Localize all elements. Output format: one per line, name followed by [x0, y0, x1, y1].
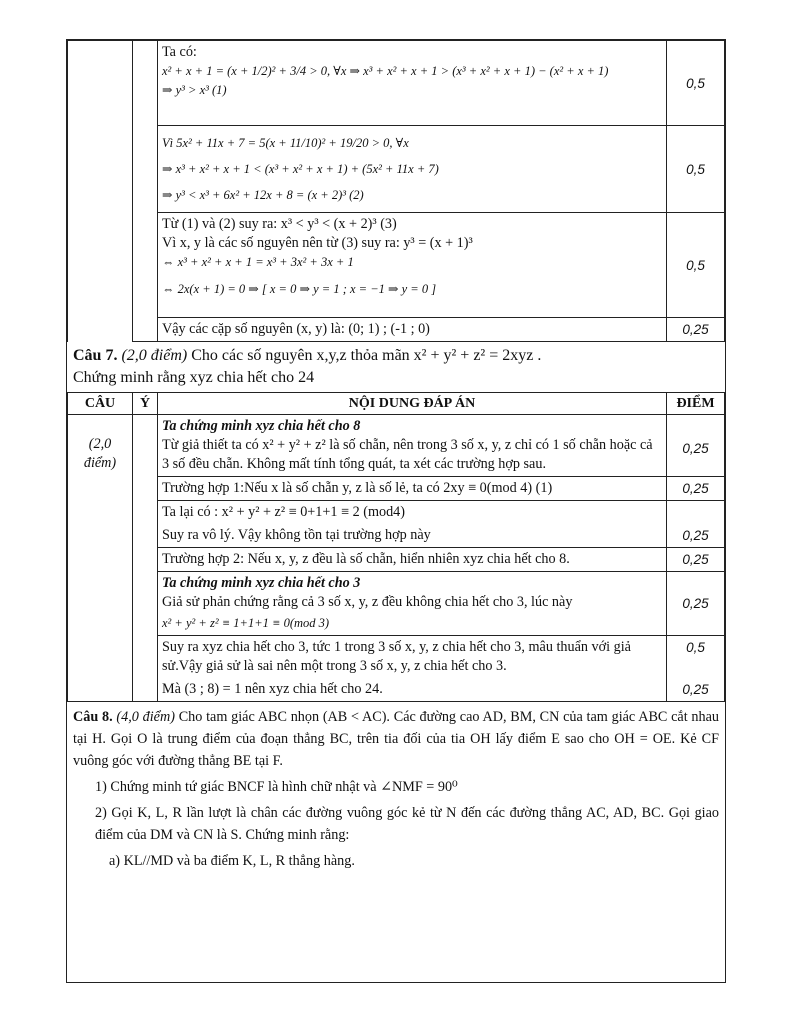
score-cell: 0,25 [667, 318, 725, 342]
text-line: Suy ra xyz chia hết cho 3, tức 1 trong 3 số x, y, z chia hết cho 3, mâu thuẩn với giả sử.Vậy giả sử là sai nên một trong 3 số x, y, z chia hết cho 3. [162, 639, 631, 674]
math-line: x² + x + 1 = (x + 1/2)² + 3/4 > 0, ∀x ⇒ x³ + x² + x + 1 > (x³ + x² + x + 1) − (x² + x + 1) [162, 64, 609, 78]
table-row [68, 501, 725, 548]
cau7-title: Câu 7. [73, 347, 118, 364]
cau7-statement2: Chứng minh rằng xyz chia hết cho 24 [73, 369, 315, 386]
header-content: NỘI DUNG ĐÁP ÁN [158, 393, 667, 415]
score-cell: 0,25 [667, 477, 725, 501]
content-cell [158, 572, 667, 636]
cau8-item2a: a) KL//MD và ba điểm K, L, R thẳng hàng. [109, 853, 355, 869]
table-row [68, 477, 725, 501]
y-cell [133, 415, 158, 702]
content-cell [158, 501, 667, 548]
cau8-title: Câu 8. [73, 709, 113, 725]
cau8-points: (4,0 điểm) [116, 709, 175, 725]
text-line: Trường hợp 2: Nếu x, y, z đều là số chẵn, hiển nhiên xyz chia hết cho 8. [162, 551, 570, 567]
content-cell [158, 678, 667, 702]
table-header-row [68, 393, 725, 415]
cau-points-cell: (2,0 điểm) [68, 415, 133, 702]
score-cell: 0,5 [667, 636, 725, 679]
content-cell [158, 318, 667, 342]
content-cell [158, 41, 667, 126]
content-cell [158, 636, 667, 679]
table-row [68, 678, 725, 702]
table-row [68, 636, 725, 679]
math-line: ⇒ y³ > x³ (1) [162, 83, 227, 97]
cau-cell [68, 41, 133, 342]
header-score: ĐIỂM [667, 393, 725, 415]
math-line: x² + y² + z² ≡ 1+1+1 ≡ 0(mod 3) [162, 616, 330, 630]
score-cell: 0,25 [667, 415, 725, 477]
content-cell [158, 126, 667, 213]
math-line: Vì 5x² + 11x + 7 = 5(x + 11/10)² + 19/20 > 0, ∀x [162, 136, 409, 150]
score-cell: 0,5 [667, 126, 725, 213]
part-top-table [67, 40, 725, 342]
cau7-statement: Cho các số nguyên x,y,z thỏa mãn x² + y² + z² = 2xyz . [191, 347, 542, 364]
cau7-question [67, 342, 725, 393]
score-cell: 0,25 [667, 678, 725, 702]
cau7-points: (2,0 điểm) [121, 347, 188, 364]
text-line: Vì x, y là các số nguyên nên từ (3) suy ra: y³ = (x + 1)³ [162, 235, 473, 251]
content-cell [158, 477, 667, 501]
score-cell: 0,5 [667, 41, 725, 126]
table-row [68, 415, 725, 477]
content-cell [158, 213, 667, 318]
table-row [68, 213, 725, 318]
table-row [68, 41, 725, 126]
text-line: Từ giả thiết ta có x² + y² + z² là số chẵn, nên trong 3 số x, y, z chỉ có 1 số chẵn hoặc cả 3 số đều chẵn. Không mất tính tổng quát, ta xét các trường hợp sau. [162, 437, 653, 472]
text-line: Vậy các cặp số nguyên (x, y) là: (0; 1) ; (-1 ; 0) [162, 321, 430, 337]
math-line: ⇔ 2x(x + 1) = 0 ⇒ [ x = 0 ⇒ y = 1 ; x = −1 ⇒ y = 0 ] [162, 282, 437, 296]
score-cell: 0,5 [667, 213, 725, 318]
text-line: Suy ra vô lý. Vậy không tồn tại trường hợp này [162, 527, 431, 543]
cau8-statement: Cho tam giác ABC nhọn (AB < AC). Các đường cao AD, BM, CN của tam giác ABC cắt nhau tại H. Gọi O là trung điểm của đoạn thẳng BC, trên tia đối của tia OH lấy điểm E sao cho OH = OE. Kẻ CF vuông góc với đường thẳng BE tại F. [73, 709, 720, 769]
text-line: Giả sử phản chứng rằng cả 3 số x, y, z đều không chia hết cho 3, lúc này [162, 594, 573, 610]
cau8-item2: 2) Gọi K, L, R lần lượt là chân các đường vuông góc kẻ từ N đến các đường thẳng AC, AD, BC. Gọi giao điểm của DM và CN là S. Chứng minh rằng: [95, 805, 719, 843]
table-row [68, 572, 725, 636]
math-line: ⇒ y³ < x³ + 6x² + 12x + 8 = (x + 2)³ (2) [162, 188, 364, 202]
text-line: Từ (1) và (2) suy ra: x³ < y³ < (x + 2)³ (3) [162, 216, 397, 232]
text-line: Ta có: [162, 44, 197, 60]
section-heading: Ta chứng minh xyz chia hết cho 3 [162, 575, 361, 591]
cau8-question [67, 702, 725, 872]
header-cau: CÂU [68, 393, 133, 415]
table-row [68, 548, 725, 572]
content-cell [158, 548, 667, 572]
text-line: Ta lại có : x² + y² + z² ≡ 0+1+1 ≡ 2 (mod4) [162, 504, 405, 520]
table-row [68, 318, 725, 342]
y-cell [133, 41, 158, 342]
score-cell: 0,25 [667, 501, 725, 548]
score-cell: 0,25 [667, 572, 725, 636]
header-y: Ý [133, 393, 158, 415]
content-cell [158, 415, 667, 477]
section-heading: Ta chứng minh xyz chia hết cho 8 [162, 418, 361, 434]
text-line: Mà (3 ; 8) = 1 nên xyz chia hết cho 24. [162, 681, 383, 697]
math-line: ⇔ x³ + x² + x + 1 = x³ + 3x² + 3x + 1 [162, 255, 354, 269]
score-cell: 0,25 [667, 548, 725, 572]
cau7-table [67, 392, 725, 702]
text-line: Trường hợp 1:Nếu x là số chẵn y, z là số lẻ, ta có 2xy ≡ 0(mod 4) (1) [162, 480, 553, 496]
answer-sheet [66, 39, 726, 983]
math-line: ⇒ x³ + x² + x + 1 < (x³ + x² + x + 1) + (5x² + 11x + 7) [162, 162, 439, 176]
cau8-item1: 1) Chứng minh tứ giác BNCF là hình chữ nhật và ∠NMF = 90⁰ [95, 779, 458, 795]
table-row [68, 126, 725, 213]
